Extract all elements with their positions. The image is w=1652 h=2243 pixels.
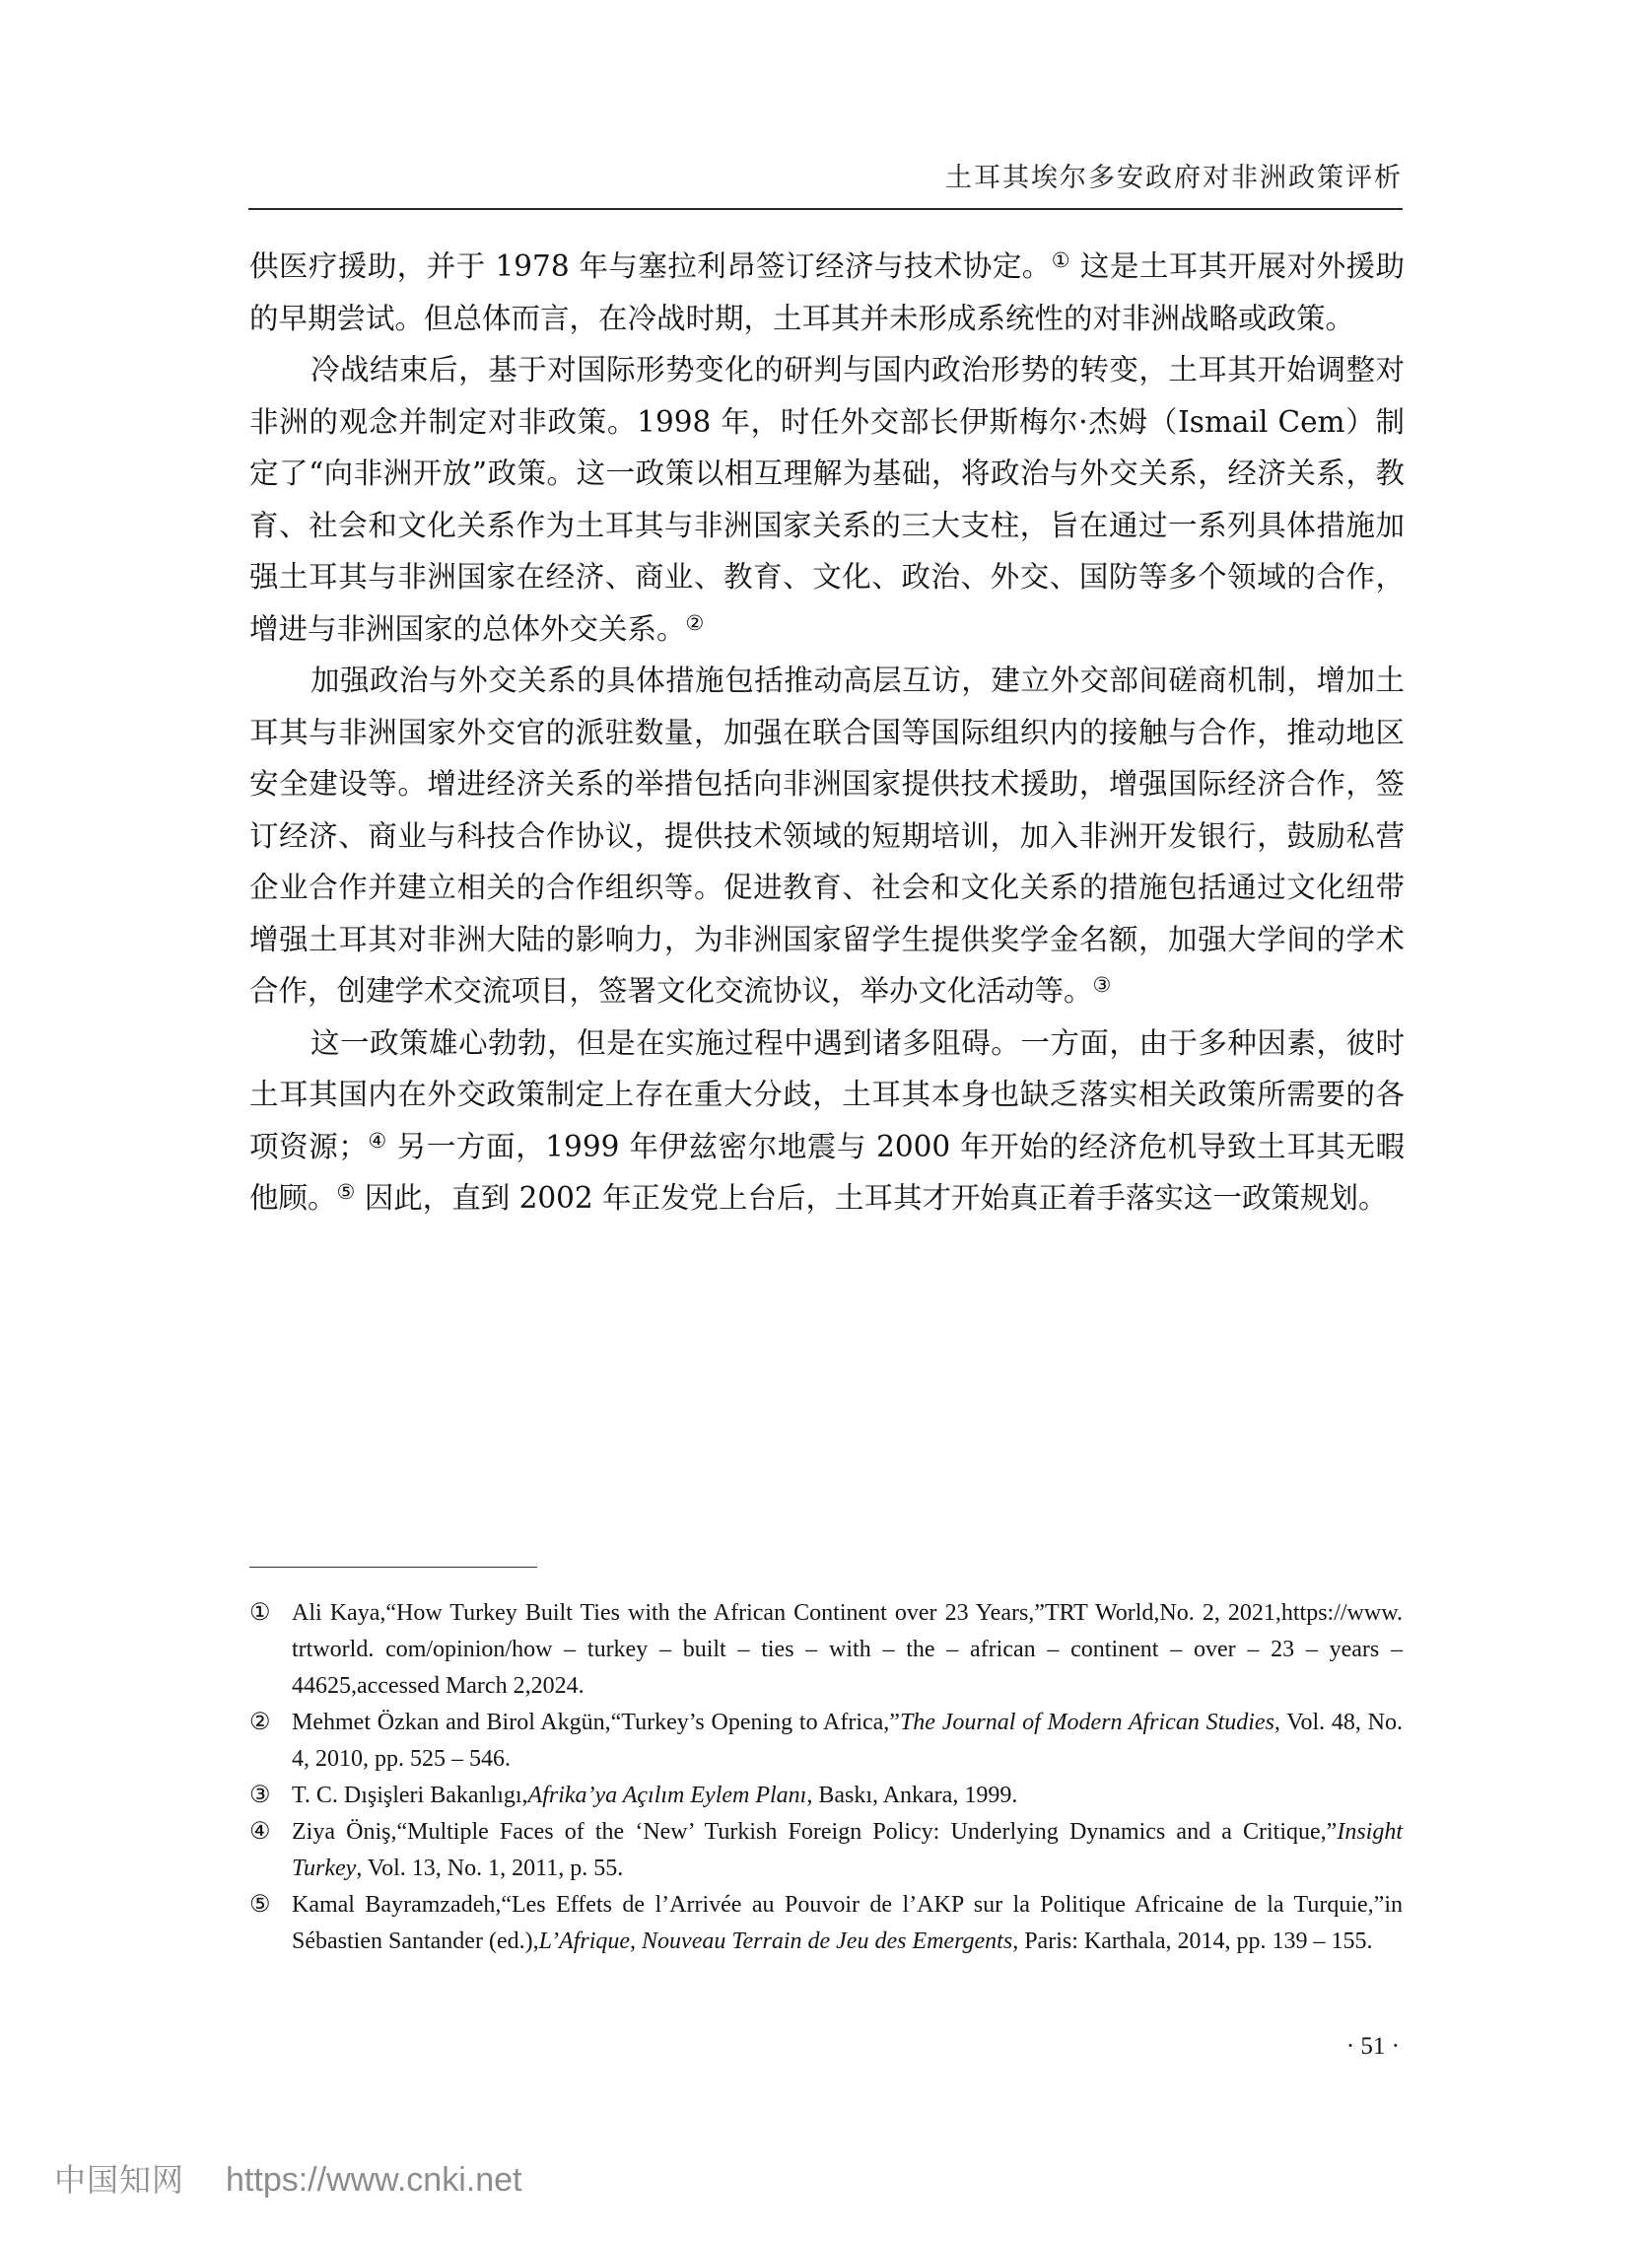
footnote-ref-4[interactable]: ④ <box>367 1128 387 1153</box>
footnotes <box>249 1595 1403 1960</box>
footnote-text: Kamal Bayramzadeh,“Les Effets de l’Arrivée au Pouvoir de l’AKP sur la Politique Africaine de la Turquie,”in Sébastien Santander (ed.), <box>292 1892 1403 1954</box>
footnote-text: , Vol. 48, No. 4, 2010, pp. 525 – 546. <box>292 1710 1403 1772</box>
paragraph-text: 因此，直到 2002 年正发党上台后，土耳其才开始真正着手落实这一政策规划。 <box>355 1181 1388 1215</box>
footnote-rule <box>249 1567 537 1568</box>
body-text <box>249 241 1405 1225</box>
footnote-text: Ali Kaya,“How Turkey Built Ties with the African Continent over 23 Years,”TRT World,No. 2, 2021,https://www. trtworld. com/opinion/how – turkey – built – ties – with – the – african – continent – over – 23 – years – 44625,accessed March 2,2024. <box>292 1600 1403 1699</box>
paragraph-4 <box>249 1017 1405 1225</box>
footnote-2 <box>249 1705 1403 1778</box>
paragraph-text: 另一方面，1999 年伊兹密尔地震与 2000 年开始的经济危机导致土耳其无暇他顾。 <box>249 1129 1405 1215</box>
paragraph-text: 这是土耳其开展对外援助的早期尝试。但总体而言，在冷战时期，土耳其并未形成系统性的对非洲战略或政策。 <box>249 249 1405 335</box>
footnote-book-title: L’Afrique, Nouveau Terrain de Jeu des Emergents <box>538 1928 1013 1954</box>
footnote-ref-3[interactable]: ③ <box>1092 973 1112 997</box>
footnote-ref-1[interactable]: ① <box>1051 248 1071 272</box>
footnote-text: , Baskı, Ankara, 1999. <box>806 1783 1018 1808</box>
footnote-5 <box>249 1887 1403 1960</box>
footnote-number: ③ <box>249 1783 271 1808</box>
paragraph-text: 冷战结束后，基于对国际形势变化的研判与国内政治形势的转变，土耳其开始调整对非洲的观念并制定对非政策。1998 年，时任外交部长伊斯梅尔·杰姆（Ismail Cem）制定了“向非洲开放”政策。这一政策以相互理解为基础，将政治与外交关系，经济关系，教育、社会和文化关系作为土耳其与非洲国家关系的三大支柱，旨在通过一系列具体措施加强土耳其与非洲国家在经济、商业、教育、文化、政治、外交、国防等多个领域的合作，增进与非洲国家的总体外交关系。 <box>249 353 1405 646</box>
footnote-4 <box>249 1814 1403 1887</box>
footnote-3 <box>249 1778 1403 1814</box>
running-head: 土耳其埃尔多安政府对非洲政策评析 <box>945 163 1403 193</box>
header-rule <box>248 208 1403 210</box>
footnote-journal-title: Insight Turkey <box>292 1819 1403 1881</box>
footnote-text: , Paris: Karthala, 2014, pp. 139 – 155. <box>1012 1928 1373 1954</box>
paragraph-2 <box>249 344 1405 655</box>
footnote-ref-5[interactable]: ⑤ <box>336 1180 356 1204</box>
cnki-watermark <box>54 2155 521 2201</box>
footnote-journal-title: The Journal of Modern African Studies <box>899 1710 1274 1735</box>
paragraph-text: 供医疗援助，并于 1978 年与塞拉利昂签订经济与技术协定。 <box>249 249 1052 283</box>
watermark-url[interactable]: https://www.cnki.net <box>226 2161 522 2199</box>
paragraph-text: 加强政治与外交关系的具体措施包括推动高层互访，建立外交部间磋商机制，增加土耳其与非洲国家外交官的派驻数量，加强在联合国等国际组织内的接触与合作，推动地区安全建设等。增进经济关系的举措包括向非洲国家提供技术援助，增强国际经济合作，签订经济、商业与科技合作协议，提供技术领域的短期培训，加入非洲开发银行，鼓励私营企业合作并建立相关的合作组织等。促进教育、社会和文化关系的措施包括通过文化纽带增强土耳其对非洲大陆的影响力，为非洲国家留学生提供奖学金名额，加强大学间的学术合作，创建学术交流项目，签署文化交流协议，举办文化活动等。 <box>249 664 1405 1008</box>
footnote-text: Ziya Öniş,“Multiple Faces of the ‘New’ Turkish Foreign Policy: Underlying Dynamics and a Critique,” <box>292 1819 1338 1845</box>
footnote-number: ① <box>249 1600 271 1626</box>
footnote-number: ④ <box>249 1819 271 1845</box>
paragraph-text: 这一政策雄心勃勃，但是在实施过程中遇到诸多阻碍。一方面，由于多种因素，彼时土耳其国内在外交政策制定上存在重大分歧，土耳其本身也缺乏落实相关政策所需要的各项资源； <box>249 1025 1405 1163</box>
footnote-text: T. C. Dışişleri Bakanlıgı, <box>292 1783 528 1808</box>
watermark-brand: 中国知网 <box>54 2161 185 2199</box>
footnote-text: Mehmet Özkan and Birol Akgün,“Turkey’s Opening to Africa,” <box>292 1710 900 1735</box>
footnote-1 <box>249 1595 1403 1705</box>
paragraph-1 <box>249 241 1405 344</box>
footnote-number: ② <box>249 1710 271 1735</box>
footnote-ref-2[interactable]: ② <box>685 610 705 635</box>
page-number: · 51 · <box>1345 2033 1400 2060</box>
footnote-number: ⑤ <box>249 1892 271 1918</box>
footnote-text: , Vol. 13, No. 1, 2011, p. 55. <box>356 1856 624 1881</box>
paragraph-3 <box>249 655 1405 1017</box>
footnote-book-title: Afrika’ya Açılım Eylem Planı <box>527 1783 807 1808</box>
